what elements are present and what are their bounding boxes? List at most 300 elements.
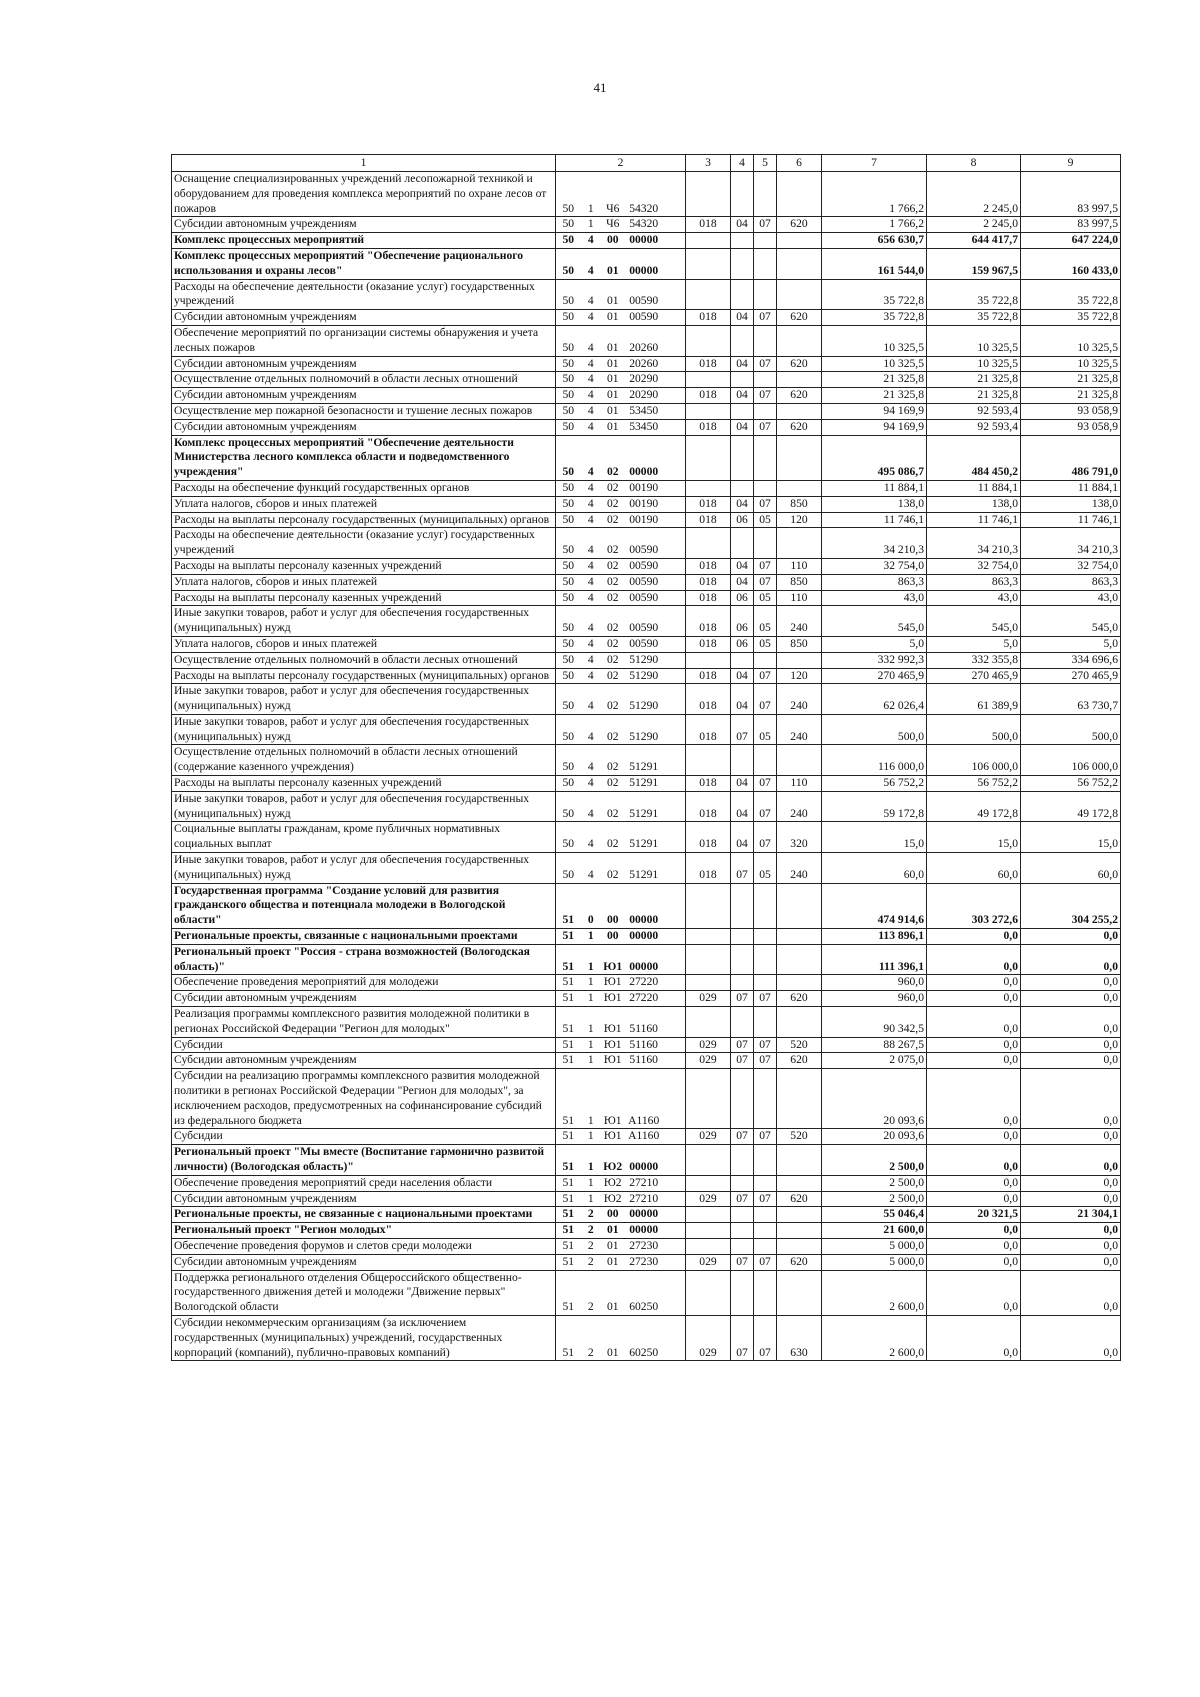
code-segment: 51 bbox=[562, 975, 575, 989]
code-segments bbox=[556, 465, 685, 480]
ministry-code: 018 bbox=[686, 853, 731, 884]
amount-col-9: 56 752,2 bbox=[1021, 776, 1121, 792]
row-name: Субсидии некоммерческим организациям (за исключением государственных (муниципальных) учреждений, государственных корпораций (компаний), публично-правовых компаний) bbox=[172, 1315, 556, 1360]
row-name: Расходы на выплаты персоналу государственных (муниципальных) органов bbox=[172, 668, 556, 684]
section-code: 07 bbox=[731, 1191, 754, 1207]
section-code: 04 bbox=[731, 496, 754, 512]
code-segment: 1 bbox=[587, 1160, 594, 1173]
amount-col-9: 0,0 bbox=[1021, 1270, 1121, 1315]
subsection-code: 07 bbox=[754, 668, 777, 684]
subsection-code: 05 bbox=[754, 853, 777, 884]
code-segment: 02 bbox=[606, 590, 619, 604]
code-segment: 01 bbox=[606, 1300, 619, 1314]
code-segment: 50 bbox=[562, 512, 575, 526]
subsection-code bbox=[754, 1069, 777, 1129]
section-code bbox=[731, 435, 754, 480]
expense-type-code: 620 bbox=[777, 419, 822, 435]
code-cell bbox=[556, 496, 686, 512]
row-name: Обеспечение проведения мероприятий для молодежи bbox=[172, 975, 556, 991]
table-row bbox=[172, 480, 1121, 496]
row-name: Обеспечение мероприятий по организации системы обнаружения и учета лесных пожаров bbox=[172, 325, 556, 356]
page-number: 41 bbox=[593, 80, 607, 95]
code-segment: 1 bbox=[587, 1037, 594, 1051]
amount-col-7: 2 600,0 bbox=[822, 1315, 927, 1360]
amount-col-7: 56 752,2 bbox=[822, 776, 927, 792]
ministry-code bbox=[686, 745, 731, 776]
expense-type-code: 630 bbox=[777, 1315, 822, 1360]
amount-col-9: 647 224,0 bbox=[1021, 233, 1121, 249]
ministry-code: 029 bbox=[686, 1191, 731, 1207]
code-segment: 2 bbox=[587, 1238, 594, 1252]
expense-type-code: 520 bbox=[777, 1037, 822, 1053]
row-name: Оснащение специализированных учреждений лесопожарной техникой и оборудованием для проведения комплекса мероприятий по охране лесов от пожаров bbox=[172, 172, 556, 217]
row-name: Субсидии на реализацию программы комплексного развития молодежной политики в регионах Российской Федерации "Регион для молодых", за исключением расходов, предусмотренных на софинансирование субсидий из федерального бюджета bbox=[172, 1069, 556, 1129]
subsection-code bbox=[754, 279, 777, 310]
amount-col-9: 21 325,8 bbox=[1021, 388, 1121, 404]
table-row bbox=[172, 325, 1121, 356]
ministry-code bbox=[686, 403, 731, 419]
amount-col-7: 21 600,0 bbox=[822, 1223, 927, 1239]
code-segment: 50 bbox=[562, 233, 575, 247]
code-segment: 02 bbox=[606, 652, 619, 666]
amount-col-7: 960,0 bbox=[822, 991, 927, 1007]
section-code bbox=[731, 1270, 754, 1315]
code-segment: 00590 bbox=[629, 543, 659, 557]
table-row bbox=[172, 435, 1121, 480]
table-row bbox=[172, 233, 1121, 249]
code-segment: 4 bbox=[587, 636, 594, 650]
amount-col-8: 545,0 bbox=[927, 606, 1021, 637]
code-cell bbox=[556, 1254, 686, 1270]
row-name: Региональный проект "Мы вместе (Воспитание гармонично развитой личности) (Вологодская область)" bbox=[172, 1145, 556, 1176]
amount-col-7: 495 086,7 bbox=[822, 435, 927, 480]
amount-col-8: 34 210,3 bbox=[927, 528, 1021, 559]
code-segment: 20290 bbox=[629, 388, 659, 402]
code-cell bbox=[556, 791, 686, 822]
subsection-code: 07 bbox=[754, 388, 777, 404]
subsection-code bbox=[754, 403, 777, 419]
code-segment: 00590 bbox=[629, 621, 659, 635]
code-segments bbox=[556, 1192, 685, 1207]
amount-col-9: 138,0 bbox=[1021, 496, 1121, 512]
code-segment: 50 bbox=[562, 372, 575, 386]
amount-col-8: 0,0 bbox=[927, 1175, 1021, 1191]
row-name: Уплата налогов, сборов и иных платежей bbox=[172, 574, 556, 590]
code-segment: 50 bbox=[562, 294, 575, 308]
subsection-code: 07 bbox=[754, 310, 777, 326]
code-segment: 51 bbox=[562, 1129, 575, 1143]
code-cell bbox=[556, 776, 686, 792]
amount-col-7: 474 914,6 bbox=[822, 883, 927, 928]
code-segment: 51 bbox=[562, 1223, 575, 1237]
code-segment: 51 bbox=[562, 1300, 575, 1314]
amount-col-8: 0,0 bbox=[927, 1129, 1021, 1145]
row-name: Осуществление мер пожарной безопасности и тушение лесных пожаров bbox=[172, 403, 556, 419]
code-segment: 50 bbox=[562, 867, 575, 881]
code-cell bbox=[556, 745, 686, 776]
amount-col-9: 10 325,5 bbox=[1021, 325, 1121, 356]
ministry-code: 018 bbox=[686, 496, 731, 512]
amount-col-8: 332 355,8 bbox=[927, 652, 1021, 668]
table-row bbox=[172, 528, 1121, 559]
row-name: Социальные выплаты гражданам, кроме публичных нормативных социальных выплат bbox=[172, 822, 556, 853]
section-code: 04 bbox=[731, 822, 754, 853]
code-segment: 4 bbox=[587, 867, 594, 881]
expense-type-code bbox=[777, 480, 822, 496]
amount-col-9: 334 696,6 bbox=[1021, 652, 1121, 668]
amount-col-8: 92 593,4 bbox=[927, 419, 1021, 435]
amount-col-7: 960,0 bbox=[822, 975, 927, 991]
expense-type-code bbox=[777, 929, 822, 945]
section-code bbox=[731, 1007, 754, 1038]
row-name: Расходы на выплаты персоналу казенных учреждений bbox=[172, 558, 556, 574]
code-segments bbox=[556, 233, 685, 248]
amount-col-8: 0,0 bbox=[927, 1315, 1021, 1360]
code-segment: 2 bbox=[587, 1345, 594, 1359]
table-row bbox=[172, 853, 1121, 884]
row-name: Реализация программы комплексного развития молодежной политики в регионах Российской Федерации "Регион для молодых" bbox=[172, 1007, 556, 1038]
code-cell bbox=[556, 853, 686, 884]
table-row bbox=[172, 558, 1121, 574]
code-cell bbox=[556, 1207, 686, 1223]
code-cell bbox=[556, 1315, 686, 1360]
amount-col-7: 15,0 bbox=[822, 822, 927, 853]
ministry-code bbox=[686, 1175, 731, 1191]
code-segments bbox=[556, 1223, 685, 1238]
code-segments bbox=[556, 1176, 685, 1191]
amount-col-9: 0,0 bbox=[1021, 1053, 1121, 1069]
amount-col-9: 270 465,9 bbox=[1021, 668, 1121, 684]
amount-col-7: 116 000,0 bbox=[822, 745, 927, 776]
code-cell bbox=[556, 574, 686, 590]
code-segment: 02 bbox=[606, 668, 619, 682]
code-cell bbox=[556, 714, 686, 745]
subsection-code: 07 bbox=[754, 217, 777, 233]
amount-col-8: 49 172,8 bbox=[927, 791, 1021, 822]
budget-table bbox=[171, 154, 1121, 1361]
code-segment: 4 bbox=[587, 388, 594, 402]
table-row bbox=[172, 403, 1121, 419]
amount-col-8: 0,0 bbox=[927, 1037, 1021, 1053]
code-segment: 51 bbox=[562, 1175, 575, 1189]
code-segment: 4 bbox=[587, 729, 594, 743]
amount-col-8: 138,0 bbox=[927, 496, 1021, 512]
row-name: Иные закупки товаров, работ и услуг для обеспечения государственных (муниципальных) нужд bbox=[172, 684, 556, 715]
expense-type-code bbox=[777, 652, 822, 668]
code-cell bbox=[556, 388, 686, 404]
expense-type-code bbox=[777, 248, 822, 279]
row-name: Субсидии автономным учреждениям bbox=[172, 356, 556, 372]
expense-type-code bbox=[777, 1145, 822, 1176]
section-code bbox=[731, 652, 754, 668]
amount-col-7: 94 169,9 bbox=[822, 419, 927, 435]
code-cell bbox=[556, 172, 686, 217]
code-segment: 50 bbox=[562, 652, 575, 666]
code-segment: Ю1 bbox=[603, 1129, 622, 1143]
section-code bbox=[731, 745, 754, 776]
expense-type-code: 620 bbox=[777, 356, 822, 372]
code-cell bbox=[556, 944, 686, 975]
amount-col-8: 20 321,5 bbox=[927, 1207, 1021, 1223]
code-segment: 1 bbox=[587, 201, 594, 215]
code-segment: 01 bbox=[606, 419, 619, 433]
amount-col-8: 0,0 bbox=[927, 1238, 1021, 1254]
code-segment: 27210 bbox=[629, 1175, 659, 1189]
code-segment: 02 bbox=[606, 729, 619, 743]
code-segment: 51291 bbox=[629, 760, 659, 774]
code-segments bbox=[556, 1300, 685, 1315]
row-name: Субсидии автономным учреждениям bbox=[172, 1053, 556, 1069]
table-row bbox=[172, 172, 1121, 217]
code-segments bbox=[556, 760, 685, 775]
code-segment: 51291 bbox=[629, 806, 659, 820]
section-code bbox=[731, 528, 754, 559]
code-segment: 27230 bbox=[629, 1254, 659, 1268]
expense-type-code: 110 bbox=[777, 590, 822, 606]
expense-type-code: 110 bbox=[777, 558, 822, 574]
amount-col-7: 500,0 bbox=[822, 714, 927, 745]
table-row bbox=[172, 668, 1121, 684]
code-segment: 1 bbox=[587, 1113, 594, 1127]
row-name: Осуществление отдельных полномочий в области лесных отношений bbox=[172, 652, 556, 668]
amount-col-9: 0,0 bbox=[1021, 1069, 1121, 1129]
table-row bbox=[172, 512, 1121, 528]
row-name: Иные закупки товаров, работ и услуг для обеспечения государственных (муниципальных) нужд bbox=[172, 791, 556, 822]
amount-col-8: 0,0 bbox=[927, 1223, 1021, 1239]
amount-col-9: 21 325,8 bbox=[1021, 372, 1121, 388]
amount-col-7: 111 396,1 bbox=[822, 944, 927, 975]
code-segment: 02 bbox=[606, 558, 619, 572]
table-row bbox=[172, 1069, 1121, 1129]
section-code bbox=[731, 975, 754, 991]
amount-col-9: 486 791,0 bbox=[1021, 435, 1121, 480]
section-code bbox=[731, 372, 754, 388]
section-code bbox=[731, 883, 754, 928]
ministry-code: 018 bbox=[686, 822, 731, 853]
subsection-code: 07 bbox=[754, 1129, 777, 1145]
ministry-code: 018 bbox=[686, 636, 731, 652]
amount-col-8: 43,0 bbox=[927, 590, 1021, 606]
code-cell bbox=[556, 1145, 686, 1176]
amount-col-7: 545,0 bbox=[822, 606, 927, 637]
code-segments bbox=[556, 404, 685, 419]
expense-type-code bbox=[777, 975, 822, 991]
subsection-code bbox=[754, 745, 777, 776]
code-segment: 01 bbox=[606, 1223, 619, 1237]
amount-col-8: 0,0 bbox=[927, 975, 1021, 991]
subsection-code bbox=[754, 883, 777, 928]
code-segment: 02 bbox=[606, 480, 619, 494]
code-cell bbox=[556, 233, 686, 249]
amount-col-8: 644 417,7 bbox=[927, 233, 1021, 249]
section-code bbox=[731, 248, 754, 279]
subsection-code bbox=[754, 435, 777, 480]
table-row bbox=[172, 929, 1121, 945]
amount-col-9: 34 210,3 bbox=[1021, 528, 1121, 559]
ministry-code bbox=[686, 929, 731, 945]
ministry-code: 018 bbox=[686, 684, 731, 715]
code-cell bbox=[556, 975, 686, 991]
subsection-code bbox=[754, 1145, 777, 1176]
code-segment: Ю1 bbox=[603, 1021, 622, 1035]
section-code: 07 bbox=[731, 1254, 754, 1270]
amount-col-8: 56 752,2 bbox=[927, 776, 1021, 792]
table-row bbox=[172, 1223, 1121, 1239]
ministry-code bbox=[686, 325, 731, 356]
code-segment: 54320 bbox=[629, 201, 659, 215]
row-name: Региональный проект "Регион молодых" bbox=[172, 1223, 556, 1239]
ministry-code bbox=[686, 372, 731, 388]
row-name: Региональные проекты, связанные с национальными проектами bbox=[172, 929, 556, 945]
table-row bbox=[172, 279, 1121, 310]
code-segment: 1 bbox=[587, 1021, 594, 1035]
amount-col-9: 15,0 bbox=[1021, 822, 1121, 853]
amount-col-8: 10 325,5 bbox=[927, 356, 1021, 372]
ministry-code bbox=[686, 1270, 731, 1315]
expense-type-code: 320 bbox=[777, 822, 822, 853]
code-segment: 01 bbox=[606, 403, 619, 417]
code-segment: 4 bbox=[587, 574, 594, 588]
ministry-code bbox=[686, 1069, 731, 1129]
ministry-code bbox=[686, 1238, 731, 1254]
amount-col-7: 863,3 bbox=[822, 574, 927, 590]
subsection-code: 07 bbox=[754, 1315, 777, 1360]
code-cell bbox=[556, 325, 686, 356]
row-name: Комплекс процессных мероприятий "Обеспечение деятельности Министерства лесного комплекса области и подведомственного учреждения" bbox=[172, 435, 556, 480]
amount-col-8: 106 000,0 bbox=[927, 745, 1021, 776]
header-cell: 4 bbox=[731, 155, 754, 172]
code-segment: 00590 bbox=[629, 590, 659, 604]
section-code bbox=[731, 325, 754, 356]
expense-type-code: 620 bbox=[777, 310, 822, 326]
section-code: 06 bbox=[731, 512, 754, 528]
amount-col-8: 60,0 bbox=[927, 853, 1021, 884]
code-cell bbox=[556, 1238, 686, 1254]
subsection-code: 07 bbox=[754, 419, 777, 435]
amount-col-9: 5,0 bbox=[1021, 636, 1121, 652]
code-segment: 4 bbox=[587, 543, 594, 557]
ministry-code bbox=[686, 975, 731, 991]
code-segment: 50 bbox=[562, 496, 575, 510]
expense-type-code: 240 bbox=[777, 714, 822, 745]
amount-col-9: 0,0 bbox=[1021, 1007, 1121, 1038]
amount-col-8: 35 722,8 bbox=[927, 310, 1021, 326]
code-segment: 53450 bbox=[629, 403, 659, 417]
code-segment: Ю1 bbox=[603, 959, 623, 973]
ministry-code bbox=[686, 1007, 731, 1038]
code-segment: 50 bbox=[562, 668, 575, 682]
code-segments bbox=[556, 975, 685, 990]
subsection-code bbox=[754, 944, 777, 975]
code-segment: 00000 bbox=[629, 929, 659, 943]
code-segment: 4 bbox=[587, 776, 594, 790]
amount-col-8: 0,0 bbox=[927, 1053, 1021, 1069]
row-name: Региональные проекты, не связанные с национальными проектами bbox=[172, 1207, 556, 1223]
amount-col-9: 35 722,8 bbox=[1021, 310, 1121, 326]
amount-col-7: 10 325,5 bbox=[822, 356, 927, 372]
amount-col-7: 10 325,5 bbox=[822, 325, 927, 356]
code-segments bbox=[556, 1207, 685, 1222]
amount-col-8: 0,0 bbox=[927, 1007, 1021, 1038]
code-segments bbox=[556, 217, 685, 232]
code-segments bbox=[556, 341, 685, 356]
code-segment: 50 bbox=[562, 263, 575, 277]
amount-col-7: 2 500,0 bbox=[822, 1175, 927, 1191]
row-name: Иные закупки товаров, работ и услуг для обеспечения государственных (муниципальных) нужд bbox=[172, 714, 556, 745]
amount-col-7: 2 075,0 bbox=[822, 1053, 927, 1069]
code-segment: 50 bbox=[562, 558, 575, 572]
section-code bbox=[731, 172, 754, 217]
row-name: Осуществление отдельных полномочий в области лесных отношений (содержание казенного учреждения) bbox=[172, 745, 556, 776]
expense-type-code bbox=[777, 528, 822, 559]
expense-type-code bbox=[777, 745, 822, 776]
table-row bbox=[172, 372, 1121, 388]
table-row bbox=[172, 822, 1121, 853]
amount-col-7: 94 169,9 bbox=[822, 403, 927, 419]
code-segment: 4 bbox=[587, 294, 594, 308]
amount-col-9: 0,0 bbox=[1021, 1238, 1121, 1254]
subsection-code: 07 bbox=[754, 684, 777, 715]
section-code: 04 bbox=[731, 684, 754, 715]
table-row bbox=[172, 1007, 1121, 1038]
amount-col-8: 863,3 bbox=[927, 574, 1021, 590]
expense-type-code: 120 bbox=[777, 668, 822, 684]
code-segments bbox=[556, 481, 685, 496]
code-segment: 54320 bbox=[629, 217, 659, 231]
ministry-code: 018 bbox=[686, 310, 731, 326]
section-code: 04 bbox=[731, 388, 754, 404]
amount-col-8: 0,0 bbox=[927, 1191, 1021, 1207]
subsection-code: 05 bbox=[754, 714, 777, 745]
code-segment: 51 bbox=[562, 1053, 575, 1067]
code-segment: 50 bbox=[562, 201, 575, 215]
section-code: 04 bbox=[731, 776, 754, 792]
code-segment: 60250 bbox=[629, 1345, 659, 1359]
code-segment: 50 bbox=[562, 699, 575, 713]
code-cell bbox=[556, 590, 686, 606]
code-cell bbox=[556, 1223, 686, 1239]
code-segment: Ю2 bbox=[603, 1160, 623, 1173]
code-segment: 4 bbox=[587, 558, 594, 572]
table-row bbox=[172, 1129, 1121, 1145]
table-row bbox=[172, 1037, 1121, 1053]
ministry-code: 018 bbox=[686, 388, 731, 404]
code-segment: 51290 bbox=[629, 729, 659, 743]
amount-col-9: 21 304,1 bbox=[1021, 1207, 1121, 1223]
header-cell: 7 bbox=[822, 155, 927, 172]
code-segment: 4 bbox=[587, 419, 594, 433]
expense-type-code: 620 bbox=[777, 1053, 822, 1069]
expense-type-code bbox=[777, 172, 822, 217]
section-code bbox=[731, 1145, 754, 1176]
code-segment: 4 bbox=[587, 512, 594, 526]
section-code: 07 bbox=[731, 853, 754, 884]
table-row bbox=[172, 791, 1121, 822]
amount-col-9: 0,0 bbox=[1021, 1223, 1121, 1239]
amount-col-7: 2 500,0 bbox=[822, 1191, 927, 1207]
table-row bbox=[172, 1145, 1121, 1176]
code-segment: 50 bbox=[562, 543, 575, 557]
subsection-code: 07 bbox=[754, 1254, 777, 1270]
code-cell bbox=[556, 1175, 686, 1191]
section-code: 07 bbox=[731, 714, 754, 745]
code-segment: 50 bbox=[562, 574, 575, 588]
amount-col-7: 60,0 bbox=[822, 853, 927, 884]
code-segments bbox=[556, 653, 685, 668]
section-code: 06 bbox=[731, 590, 754, 606]
amount-col-9: 106 000,0 bbox=[1021, 745, 1121, 776]
code-segment: 60250 bbox=[629, 1300, 659, 1314]
